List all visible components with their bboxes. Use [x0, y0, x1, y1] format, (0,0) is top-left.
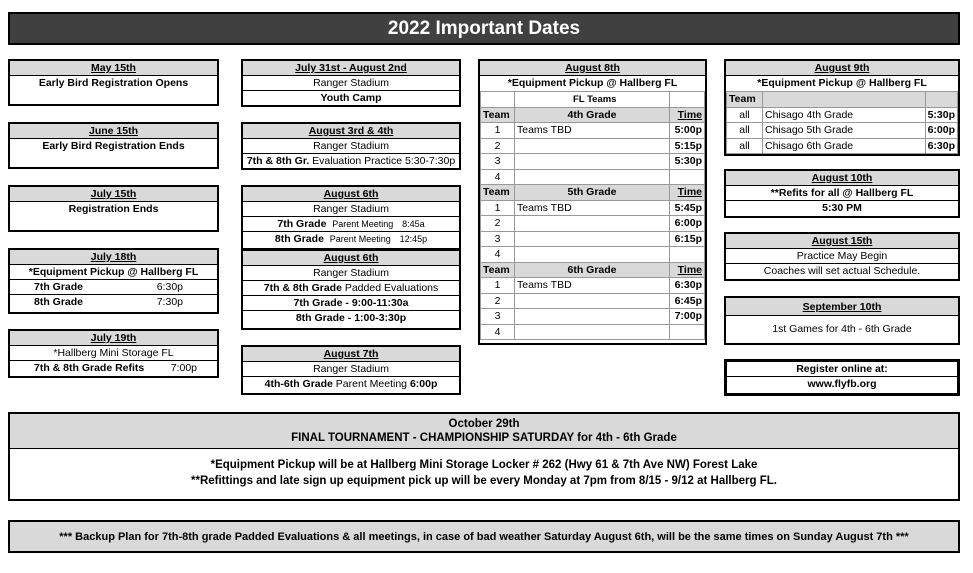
- team-name: [515, 231, 670, 247]
- aug9-box: [724, 59, 960, 156]
- aug6b-row-8th: 8th Grade - 1:00-3:30p: [295, 312, 407, 324]
- team-number: 3: [481, 309, 515, 325]
- aug15-line2: Coaches will set actual Schedule.: [763, 265, 921, 277]
- jul19-date: July 19th: [10, 331, 217, 346]
- table-row: [481, 293, 705, 309]
- slot-time: [670, 169, 705, 185]
- team-number: 1: [481, 123, 515, 139]
- team-number: 1: [481, 200, 515, 216]
- aug9-table: [726, 91, 958, 154]
- aug10-time: 5:30 PM: [822, 202, 862, 214]
- team-label: Team: [481, 262, 515, 278]
- aug8-date: August 8th: [480, 61, 705, 76]
- grade-label: 6th Grade: [515, 262, 670, 278]
- jun15-text: Early Bird Registration Ends: [42, 140, 185, 152]
- aug3-box: [241, 122, 461, 170]
- table-row: [481, 247, 705, 263]
- may15-text: Early Bird Registration Opens: [38, 77, 189, 89]
- aug8-group-header: [481, 262, 705, 278]
- aug8-box: [478, 59, 707, 345]
- aug6a-row-8th: 8th Grade Parent Meeting 12:45p: [274, 233, 428, 245]
- team-number: 1: [481, 278, 515, 294]
- jul18-row-8th: 8th Grade 7:30p: [34, 296, 183, 308]
- aug8-subtitle: *Equipment Pickup @ Hallberg FL: [507, 77, 678, 89]
- table-row: [481, 231, 705, 247]
- team-name: [515, 216, 670, 232]
- team-name: Teams TBD: [515, 200, 670, 216]
- slot-time: [670, 247, 705, 263]
- register-link[interactable]: www.flyfb.org: [807, 378, 877, 390]
- aug3-date: August 3rd & 4th: [243, 124, 459, 139]
- jul19-text: *Hallberg Mini Storage FL: [10, 346, 217, 361]
- aug15-date: August 15th: [726, 234, 958, 249]
- team-name: Teams TBD: [515, 278, 670, 294]
- aug6a-place: Ranger Stadium: [243, 202, 459, 217]
- oct29-notes: [10, 449, 958, 489]
- aug6b-event: 7th & 8th Grade Padded Evaluations: [243, 281, 459, 296]
- slot-time: [670, 324, 705, 340]
- aug7-box: [241, 345, 461, 395]
- aug9-header-row: Team: [727, 92, 958, 108]
- jul19-row: 7th & 8th Grade Refits 7:00p: [34, 362, 197, 374]
- oct29-date: October 29th: [448, 418, 520, 430]
- jun15-date: June 15th: [10, 124, 217, 139]
- team-number: 2: [481, 293, 515, 309]
- slot-time: 6:15p: [670, 231, 705, 247]
- table-row: [481, 216, 705, 232]
- slot-time: 7:00p: [670, 309, 705, 325]
- jul31-box: [241, 59, 461, 107]
- aug15-line1: Practice May Begin: [726, 249, 958, 264]
- sep10-text: 1st Games for 4th - 6th Grade: [772, 323, 912, 335]
- oct29-title: FINAL TOURNAMENT - CHAMPIONSHIP SATURDAY for 4th - 6th Grade: [291, 432, 677, 444]
- table-row: [727, 107, 958, 123]
- aug3-event: 7th & 8th Gr. Evaluation Practice 5:30-7:30p: [246, 155, 456, 167]
- team-name: [515, 324, 670, 340]
- backup-text: *** Backup Plan for 7th-8th grade Padded Evaluations & all meetings, in case of bad weather Saturday August 6th, will be the same times on Sunday August 7th ***: [59, 530, 909, 543]
- team-number: 3: [481, 154, 515, 170]
- aug8-table: [480, 91, 705, 340]
- aug6b-box: [241, 249, 461, 330]
- aug7-place: Ranger Stadium: [243, 362, 459, 377]
- register-box: [724, 359, 960, 396]
- oct29-note1: *Equipment Pickup will be at Hallberg Mini Storage Locker # 262 (Hwy 61 & 7th Ave NW) Forest Lake: [210, 459, 758, 471]
- aug6a-date: August 6th: [243, 187, 459, 202]
- team-cell: all: [727, 123, 763, 139]
- backup-banner: [8, 520, 960, 553]
- jun15-box: [8, 122, 219, 169]
- team-name: [515, 154, 670, 170]
- aug8-table-body: [481, 107, 705, 340]
- may15-date: May 15th: [10, 61, 217, 76]
- table-row: [481, 123, 705, 139]
- team-name: [515, 247, 670, 263]
- table-row: [481, 278, 705, 294]
- team-cell: all: [727, 138, 763, 154]
- jul18-box: [8, 248, 219, 314]
- aug7-event: 4th-6th Grade Parent Meeting 6:00p: [264, 378, 438, 390]
- slot-time: 6:30p: [925, 138, 957, 154]
- oct29-header: [10, 414, 958, 449]
- aug8-group-header: [481, 107, 705, 123]
- team-label: Team: [481, 185, 515, 201]
- time-label: Time: [670, 185, 705, 201]
- slot-time: 6:30p: [670, 278, 705, 294]
- jul18-date: July 18th: [10, 250, 217, 265]
- aug8-group-header: [481, 185, 705, 201]
- aug9-table-body: [727, 107, 958, 154]
- aug8-subheader-row: [481, 92, 705, 108]
- aug6b-place: Ranger Stadium: [243, 266, 459, 281]
- aug3-place: Ranger Stadium: [243, 139, 459, 154]
- team-number: 4: [481, 169, 515, 185]
- team-cell: all: [727, 107, 763, 123]
- jul19-box: [8, 329, 219, 378]
- aug6a-row-7th: 7th Grade Parent Meeting 8:45a: [243, 217, 459, 232]
- jul15-date: July 15th: [10, 187, 217, 202]
- aug10-text: **Refits for all @ Hallberg FL: [726, 186, 958, 201]
- team-number: 4: [481, 247, 515, 263]
- table-row: [481, 169, 705, 185]
- table-row: [481, 138, 705, 154]
- team-name: Chisago 4th Grade: [763, 107, 926, 123]
- slot-time: 5:00p: [670, 123, 705, 139]
- slot-time: 5:15p: [670, 138, 705, 154]
- slot-time: 5:30p: [670, 154, 705, 170]
- team-number: 3: [481, 231, 515, 247]
- aug9-subtitle: *Equipment Pickup @ Hallberg FL: [757, 77, 927, 89]
- table-row: [481, 309, 705, 325]
- aug6a-box: [241, 185, 461, 250]
- table-row: [727, 123, 958, 139]
- table-row: [481, 154, 705, 170]
- slot-time: 5:30p: [925, 107, 957, 123]
- table-row: [727, 138, 958, 154]
- aug10-date: August 10th: [726, 171, 958, 186]
- jul15-box: [8, 185, 219, 232]
- grade-label: 5th Grade: [515, 185, 670, 201]
- sep10-box: [724, 296, 960, 345]
- team-number: 2: [481, 216, 515, 232]
- time-label: Time: [670, 262, 705, 278]
- slot-time: 6:00p: [925, 123, 957, 139]
- slot-time: 6:00p: [670, 216, 705, 232]
- jul31-place: Ranger Stadium: [243, 76, 459, 91]
- table-row: [481, 200, 705, 216]
- oct29-box: [8, 412, 960, 501]
- jul18-row-7th: 7th Grade 6:30p: [10, 280, 217, 295]
- table-row: [481, 324, 705, 340]
- aug9-date: August 9th: [726, 61, 958, 76]
- jul31-date: July 31st - August 2nd: [243, 61, 459, 76]
- aug10-box: [724, 169, 960, 218]
- team-name: Teams TBD: [515, 123, 670, 139]
- aug15-box: [724, 232, 960, 281]
- team-name: [515, 138, 670, 154]
- aug6b-date: August 6th: [243, 251, 459, 266]
- team-number: 4: [481, 324, 515, 340]
- page-title: 2022 Important Dates: [8, 12, 960, 45]
- aug7-date: August 7th: [243, 347, 459, 362]
- team-name: Chisago 6th Grade: [763, 138, 926, 154]
- register-line1: Register online at:: [727, 362, 957, 377]
- aug8-subheader: FL Teams: [515, 92, 670, 108]
- oct29-note2: **Refittings and late sign up equipment pick up will be every Monday at 7pm from 8/15 - 9/12 at Hallberg FL.: [191, 475, 777, 487]
- slot-time: 6:45p: [670, 293, 705, 309]
- jul18-text: *Equipment Pickup @ Hallberg FL: [10, 265, 217, 280]
- grade-label: 4th Grade: [515, 107, 670, 123]
- team-name: [515, 169, 670, 185]
- team-name: [515, 309, 670, 325]
- team-label: Team: [481, 107, 515, 123]
- may15-box: [8, 59, 219, 106]
- team-name: Chisago 5th Grade: [763, 123, 926, 139]
- sep10-date: September 10th: [726, 298, 958, 316]
- team-number: 2: [481, 138, 515, 154]
- time-label: Time: [670, 107, 705, 123]
- aug6b-row-7th: 7th Grade - 9:00-11:30a: [243, 296, 459, 311]
- jul31-event: Youth Camp: [320, 92, 382, 104]
- jul15-text: Registration Ends: [68, 203, 159, 215]
- team-name: [515, 293, 670, 309]
- slot-time: 5:45p: [670, 200, 705, 216]
